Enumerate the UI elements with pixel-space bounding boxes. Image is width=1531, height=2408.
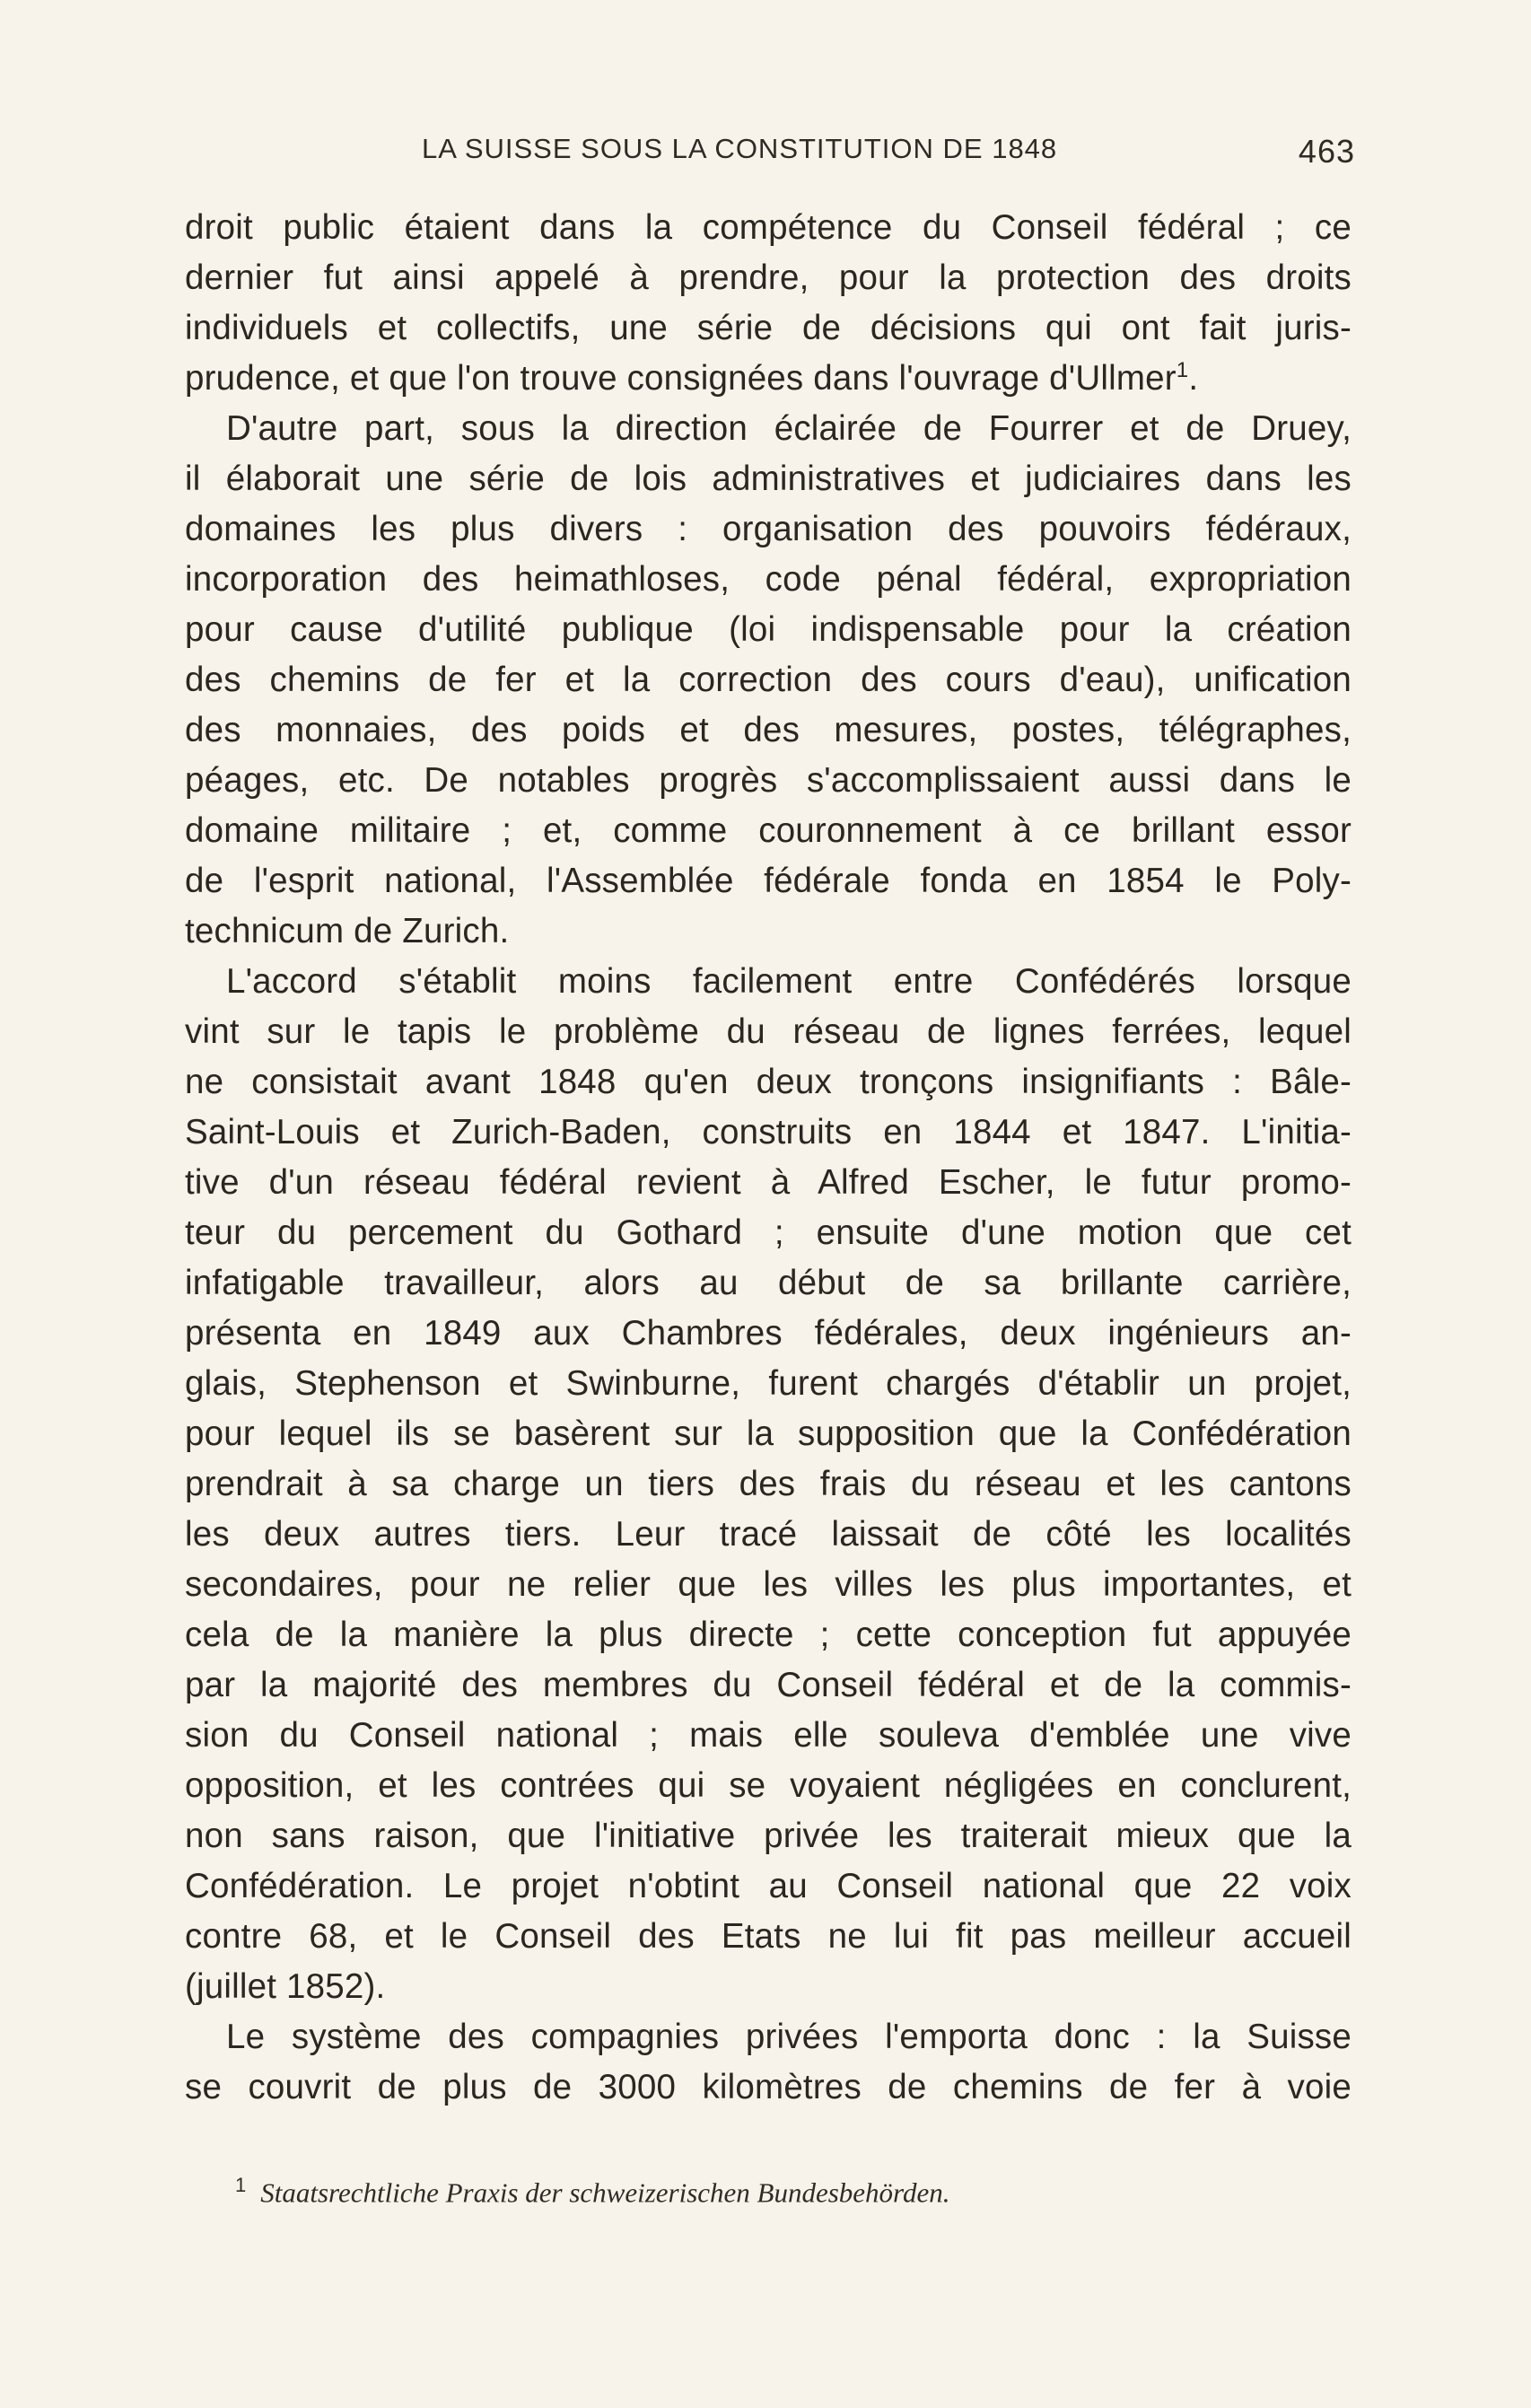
text-line: infatigable travailleur, alors au début de sa brillante carrière,: [185, 1264, 1352, 1302]
text-line: pour lequel ils se basèrent sur la supposition que la Confédération: [185, 1414, 1352, 1453]
text-line: cela de la manière la plus directe ; cette conception fut appuyée: [185, 1616, 1352, 1654]
text-line: domaine militaire ; et, comme couronnement à ce brillant essor: [185, 811, 1352, 850]
footnote-mark: 1: [235, 2174, 247, 2196]
text-line: Le système des compagnies privées l'emporta donc : la Suisse: [226, 2018, 1352, 2056]
text-line: les deux autres tiers. Leur tracé laissait de côté les localités: [185, 1515, 1352, 1554]
text-line: sion du Conseil national ; mais elle souleva d'emblée une vive: [185, 1716, 1352, 1755]
text-line: prudence, et que l'on trouve consignées dans l'ouvrage d'Ullmer$^1$.: [185, 358, 1199, 398]
text-line: pour cause d'utilité publique (loi indispensable pour la création: [185, 610, 1352, 649]
page-number: 463: [1298, 133, 1355, 170]
running-title: LA SUISSE SOUS LA CONSTITUTION DE 1848: [422, 133, 1058, 164]
footnote-reference: 1: [1176, 358, 1189, 383]
text-line: il élaborait une série de lois administratives et judiciaires dans les: [185, 460, 1352, 498]
text-line: vint sur le tapis le problème du réseau de lignes ferrées, lequel: [185, 1012, 1352, 1051]
text-line: de l'esprit national, l'Assemblée fédérale fonda en 1854 le Poly-: [185, 862, 1352, 900]
text-line: individuels et collectifs, une série de décisions qui ont fait juris-: [185, 309, 1352, 347]
text-line: D'autre part, sous la direction éclairée de Fourrer et de Druey,: [226, 409, 1352, 448]
text-line: contre 68, et le Conseil des Etats ne lui fit pas meilleur accueil: [185, 1917, 1352, 1956]
text-line: des monnaies, des poids et des mesures, postes, télégraphes,: [185, 711, 1352, 749]
text-line: opposition, et les contrées qui se voyaient négligées en conclurent,: [185, 1766, 1352, 1805]
page-header: [422, 133, 1355, 178]
text-line: glais, Stephenson et Swinburne, furent chargés d'établir un projet,: [185, 1364, 1352, 1403]
text-line: se couvrit de plus de 3000 kilomètres de chemins de fer à voie: [185, 2068, 1352, 2106]
body-text: [185, 203, 1352, 2113]
text-line: secondaires, pour ne relier que les villes les plus importantes, et: [185, 1565, 1352, 1604]
text-line-content: prudence, et que l'on trouve consignées dans l'ouvrage d'Ullmer: [185, 359, 1177, 398]
text-line: L'accord s'établit moins facilement entre Confédérés lorsque: [226, 962, 1352, 1001]
text-line: teur du percement du Gothard ; ensuite d'une motion que cet: [185, 1213, 1352, 1252]
text-line: ne consistait avant 1848 qu'en deux tronçons insignifiants : Bâle-: [185, 1063, 1352, 1101]
text-line: prendrait à sa charge un tiers des frais du réseau et les cantons: [185, 1465, 1352, 1503]
footnote: [235, 2174, 1222, 2209]
footnote-text: Staatsrechtliche Praxis der schweizerischen Bundesbehörden.: [260, 2176, 950, 2209]
text-line: droit public étaient dans la compétence du Conseil fédéral ; ce: [185, 208, 1352, 247]
text-line: par la majorité des membres du Conseil fédéral et de la commis-: [185, 1666, 1352, 1704]
text-line: incorporation des heimathloses, code pénal fédéral, expropriation: [185, 560, 1352, 599]
text-line: Saint-Louis et Zurich-Baden, construits en 1844 et 1847. L'initia-: [185, 1113, 1352, 1151]
text-line: non sans raison, que l'initiative privée les traiterait mieux que la: [185, 1817, 1352, 1855]
text-line: Confédération. Le projet n'obtint au Conseil national que 22 voix: [185, 1867, 1352, 1905]
text-line: dernier fut ainsi appelé à prendre, pour la protection des droits: [185, 258, 1352, 297]
text-line: domaines les plus divers : organisation des pouvoirs fédéraux,: [185, 510, 1352, 548]
text-line: technicum de Zurich.: [185, 912, 510, 950]
text-line: des chemins de fer et la correction des cours d'eau), unification: [185, 661, 1352, 699]
text-line: péages, etc. De notables progrès s'accomplissaient aussi dans le: [185, 761, 1352, 800]
text-line: (juillet 1852).: [185, 1967, 386, 2006]
text-line: tive d'un réseau fédéral revient à Alfred Escher, le futur promo-: [185, 1163, 1352, 1202]
text-line: présenta en 1849 aux Chambres fédérales, deux ingénieurs an-: [185, 1314, 1352, 1353]
